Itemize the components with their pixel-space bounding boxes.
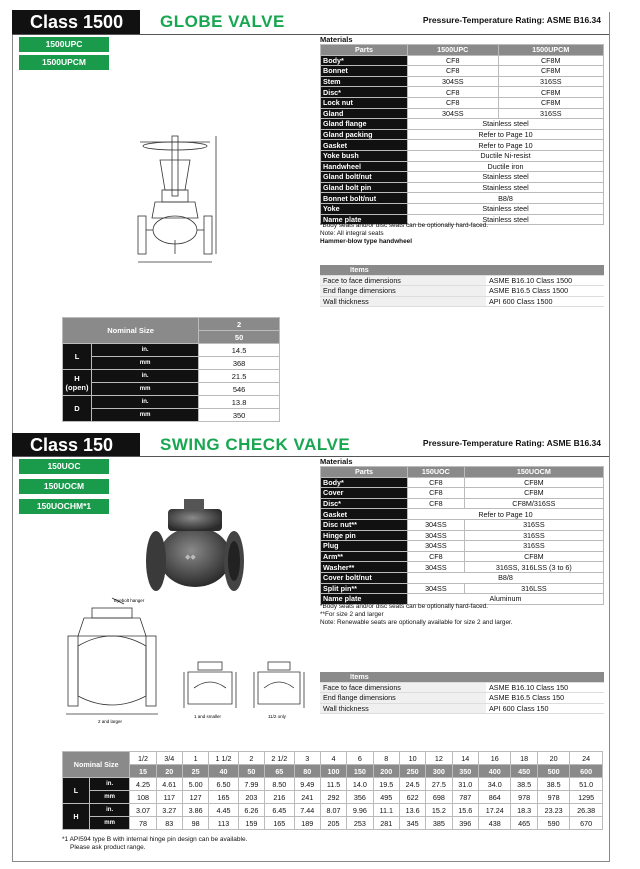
dim-value: 8.50 xyxy=(265,778,294,791)
material-value: CF8 xyxy=(408,551,465,562)
item-key: End flange dimensions xyxy=(320,286,486,297)
material-row xyxy=(321,193,604,204)
part-name: Body* xyxy=(321,477,408,488)
dim-value: 1295 xyxy=(570,791,603,804)
size-in: 20 xyxy=(537,752,570,765)
materials-body xyxy=(321,55,604,225)
dim-key: L xyxy=(63,344,92,370)
material-row xyxy=(321,477,604,488)
footnote-line: Please ask product range. xyxy=(70,844,146,851)
material-value: CF8M xyxy=(498,66,604,77)
material-row xyxy=(321,140,604,151)
size-in: 1 1/2 xyxy=(209,752,238,765)
material-row xyxy=(321,519,604,530)
model-badge: 1500UPCM xyxy=(18,54,110,71)
material-value: CF8M xyxy=(464,477,603,488)
material-row xyxy=(321,76,604,87)
dim-value: 6.45 xyxy=(265,804,294,817)
dim-value: 7.99 xyxy=(238,778,264,791)
dim-value: 98 xyxy=(182,817,208,830)
size-in: 6 xyxy=(347,752,373,765)
size-in: 2 xyxy=(199,318,280,331)
part-name: Gland packing xyxy=(321,129,408,140)
divider xyxy=(12,456,609,457)
material-row xyxy=(321,562,604,573)
material-value: Ductile iron xyxy=(408,161,604,172)
size-in: 3 xyxy=(294,752,320,765)
material-value: Refer to Page 10 xyxy=(408,509,604,520)
material-value: CF8 xyxy=(408,55,499,66)
dim-value: 465 xyxy=(511,817,537,830)
unit: mm xyxy=(92,357,199,370)
model-badge: 150UOC xyxy=(18,458,110,475)
notes xyxy=(320,603,513,627)
part-name: Gland xyxy=(321,108,408,119)
section2-header xyxy=(12,433,609,457)
size-in: 1/2 xyxy=(130,752,156,765)
material-value: 304SS xyxy=(408,519,465,530)
unit: in. xyxy=(92,344,199,357)
size-in: 24 xyxy=(570,752,603,765)
material-value: CF8M xyxy=(498,97,604,108)
dim-value: 165 xyxy=(209,791,238,804)
dim-value: 253 xyxy=(347,817,373,830)
dim-value: 4.45 xyxy=(209,804,238,817)
drawing-label: Eyebolt hanger xyxy=(114,598,145,603)
dimensions-body xyxy=(63,752,603,830)
material-row xyxy=(321,108,604,119)
materials-body xyxy=(321,477,604,604)
note: Note: All integral seats xyxy=(320,230,384,237)
material-row xyxy=(321,551,604,562)
material-value: Stainless steel xyxy=(408,172,604,183)
part-name: Body* xyxy=(321,55,408,66)
rating-text: Pressure-Temperature Rating: ASME B16.34 xyxy=(422,15,601,25)
dim-value: 438 xyxy=(478,817,511,830)
dim-value: 205 xyxy=(320,817,346,830)
part-name: Cover bolt/nut xyxy=(321,572,408,583)
part-name: Split pin** xyxy=(321,583,408,594)
dim-value: 203 xyxy=(238,791,264,804)
dim-value: 51.0 xyxy=(570,778,603,791)
materials-label: Materials xyxy=(320,35,353,44)
unit: in. xyxy=(90,778,130,791)
swing-check-drawing-1-5 xyxy=(252,658,307,720)
dim-value: 3.86 xyxy=(182,804,208,817)
size-in: 16 xyxy=(478,752,511,765)
size-in: 10 xyxy=(399,752,425,765)
drawing-label: 11/2 only xyxy=(268,714,286,719)
material-value: 316SS xyxy=(464,541,603,552)
material-value: CF8M/316SS xyxy=(464,498,603,509)
dim-value: 8.07 xyxy=(320,804,346,817)
size-mm: 80 xyxy=(294,765,320,778)
material-row xyxy=(321,66,604,77)
item-value: API 600 Class 1500 xyxy=(486,296,604,307)
nominal-size-label: Nominal Size xyxy=(63,752,130,778)
dim-value: 11.1 xyxy=(373,804,399,817)
unit: mm xyxy=(90,817,130,830)
part-name: Gland bolt/nut xyxy=(321,172,408,183)
dim-value: 21.5 xyxy=(199,370,280,383)
dim-value: 38.5 xyxy=(537,778,570,791)
part-name: Disc* xyxy=(321,87,408,98)
material-value: 316SS, 316LSS (3 to 6) xyxy=(464,562,603,573)
part-name: Disc* xyxy=(321,498,408,509)
size-in: 12 xyxy=(426,752,452,765)
size-mm: 25 xyxy=(182,765,208,778)
size-mm: 600 xyxy=(570,765,603,778)
size-in: 18 xyxy=(511,752,537,765)
dim-value: 27.5 xyxy=(426,778,452,791)
globe-valve-drawing xyxy=(130,130,225,270)
unit: mm xyxy=(92,383,199,396)
materials-header xyxy=(321,467,604,478)
divider xyxy=(12,34,609,35)
dim-key: L xyxy=(63,778,90,804)
item-key: End flange dimensions xyxy=(320,693,486,704)
item-value: ASME B16.5 Class 1500 xyxy=(486,286,604,297)
dim-value: 108 xyxy=(130,791,156,804)
unit: mm xyxy=(90,791,130,804)
item-value: ASME B16.10 Class 1500 xyxy=(486,275,604,286)
size-mm: 250 xyxy=(399,765,425,778)
part-name: Arm** xyxy=(321,551,408,562)
part-name: Hinge pin xyxy=(321,530,408,541)
unit: in. xyxy=(92,396,199,409)
dim-value: 26.38 xyxy=(570,804,603,817)
item-value: API 600 Class 150 xyxy=(486,703,604,714)
dim-value: 34.0 xyxy=(478,778,511,791)
dim-value: 3.27 xyxy=(156,804,182,817)
material-value: Aluminum xyxy=(408,594,604,605)
dim-value: 13.8 xyxy=(199,396,280,409)
material-value: CF8M xyxy=(464,551,603,562)
size-in: 2 1/2 xyxy=(265,752,294,765)
item-value: ASME B16.5 Class 150 xyxy=(486,693,604,704)
dim-value: 356 xyxy=(347,791,373,804)
dim-value: 83 xyxy=(156,817,182,830)
size-mm: 300 xyxy=(426,765,452,778)
item-key: Wall thickness xyxy=(320,296,486,307)
dim-value: 4.61 xyxy=(156,778,182,791)
header-cell: Parts xyxy=(321,467,408,478)
material-value: Ductile Ni-resist xyxy=(408,150,604,161)
material-row xyxy=(321,530,604,541)
material-value: CF8M xyxy=(464,488,603,499)
nominal-size-label: Nominal Size xyxy=(63,318,199,344)
material-value: Refer to Page 10 xyxy=(408,129,604,140)
item-key: Wall thickness xyxy=(320,703,486,714)
header-cell: Parts xyxy=(321,45,408,56)
part-name: Yoke bush xyxy=(321,150,408,161)
dim-value: 165 xyxy=(265,817,294,830)
part-name: Plug xyxy=(321,541,408,552)
dim-value: 11.5 xyxy=(320,778,346,791)
part-name: Disc nut** xyxy=(321,519,408,530)
dim-value: 189 xyxy=(294,817,320,830)
dim-value: 241 xyxy=(294,791,320,804)
notes xyxy=(320,222,488,246)
part-name: Stem xyxy=(321,76,408,87)
size-mm: 200 xyxy=(373,765,399,778)
header-cell: 1500UPC xyxy=(408,45,499,56)
header-cell: 150UOC xyxy=(408,467,465,478)
materials-table xyxy=(320,466,604,605)
unit: in. xyxy=(90,804,130,817)
size-mm: 15 xyxy=(130,765,156,778)
dim-value: 787 xyxy=(452,791,478,804)
class-label: Class 1500 xyxy=(12,10,140,34)
dim-value: 385 xyxy=(426,817,452,830)
part-name: Bonnet xyxy=(321,66,408,77)
drawing-label: 1 and smaller xyxy=(194,714,222,719)
dim-key: H (open) xyxy=(63,370,92,396)
svg-text:◆◆: ◆◆ xyxy=(185,554,196,561)
dimensions-table-150 xyxy=(62,751,603,830)
size-in: 4 xyxy=(320,752,346,765)
size-mm: 500 xyxy=(537,765,570,778)
material-value: 316LSS xyxy=(464,583,603,594)
part-name: Gland bolt pin xyxy=(321,182,408,193)
items-header: Items xyxy=(320,265,604,275)
material-value: Stainless steel xyxy=(408,182,604,193)
part-name: Lock nut xyxy=(321,97,408,108)
drawing-label: 2 and larger xyxy=(98,719,123,724)
material-value: Stainless steel xyxy=(408,119,604,130)
material-row xyxy=(321,509,604,520)
materials-table xyxy=(320,44,604,225)
header-cell: 1500UPCM xyxy=(498,45,604,56)
dim-value: 590 xyxy=(537,817,570,830)
material-row xyxy=(321,203,604,214)
material-row xyxy=(321,55,604,66)
material-value: CF8 xyxy=(408,87,499,98)
part-name: Bonnet bolt/nut xyxy=(321,193,408,204)
size-in: 8 xyxy=(373,752,399,765)
material-value: CF8 xyxy=(408,488,465,499)
material-row xyxy=(321,572,604,583)
material-value: 316SS xyxy=(464,519,603,530)
dim-value: 292 xyxy=(320,791,346,804)
footnote-line: *1 API594 type B with internal hinge pin design can be available. xyxy=(62,836,248,843)
note: *Body seats and/or disc seats can be optionally hard-faced. xyxy=(320,603,489,610)
material-value: CF8 xyxy=(408,498,465,509)
size-mm: 65 xyxy=(265,765,294,778)
dim-value: 159 xyxy=(238,817,264,830)
material-row xyxy=(321,182,604,193)
dim-value: 14.5 xyxy=(199,344,280,357)
dim-value: 15.2 xyxy=(426,804,452,817)
material-value: Stainless steel xyxy=(408,214,604,225)
note: **For size 2 and larger xyxy=(320,611,384,618)
dim-value: 5.00 xyxy=(182,778,208,791)
material-row xyxy=(321,161,604,172)
part-name: Yoke xyxy=(321,203,408,214)
material-value: 304SS xyxy=(408,541,465,552)
material-value: Refer to Page 10 xyxy=(408,140,604,151)
material-value: 304SS xyxy=(408,583,465,594)
dim-value: 9.96 xyxy=(347,804,373,817)
items-header: Items xyxy=(320,672,604,682)
unit: in. xyxy=(92,370,199,383)
materials-label: Materials xyxy=(320,457,353,466)
material-row xyxy=(321,541,604,552)
material-row xyxy=(321,583,604,594)
item-value: ASME B16.10 Class 150 xyxy=(486,682,604,693)
dim-value: 19.5 xyxy=(373,778,399,791)
dim-value: 14.0 xyxy=(347,778,373,791)
material-row xyxy=(321,172,604,183)
part-name: Name plate xyxy=(321,214,408,225)
item-key: Face to face dimensions xyxy=(320,275,486,286)
class-label: Class 150 xyxy=(12,433,140,457)
dim-value: 15.6 xyxy=(452,804,478,817)
dim-value: 23.23 xyxy=(537,804,570,817)
rating-text: Pressure-Temperature Rating: ASME B16.34 xyxy=(422,438,601,448)
material-value: CF8M xyxy=(498,87,604,98)
material-value: 316SS xyxy=(498,108,604,119)
valve-title: SWING CHECK VALVE xyxy=(160,435,351,454)
dim-value: 18.3 xyxy=(511,804,537,817)
dim-value: 622 xyxy=(399,791,425,804)
material-value: 316SS xyxy=(498,76,604,87)
items-table xyxy=(320,672,604,714)
size-in: 14 xyxy=(452,752,478,765)
dim-value: 216 xyxy=(265,791,294,804)
dim-value: 13.6 xyxy=(399,804,425,817)
dim-value: 978 xyxy=(537,791,570,804)
header-cell: 150UOCM xyxy=(464,467,603,478)
dim-value: 281 xyxy=(373,817,399,830)
material-value: Stainless steel xyxy=(408,203,604,214)
size-mm: 400 xyxy=(478,765,511,778)
part-name: Name plate xyxy=(321,594,408,605)
size-mm: 50 xyxy=(199,331,280,344)
part-name: Washer** xyxy=(321,562,408,573)
note: Note: Renewable seats are optionally available for size 2 and larger. xyxy=(320,619,513,626)
size-in: 2 xyxy=(238,752,264,765)
items-table xyxy=(320,265,604,307)
model-badge: 150UOCHM*1 xyxy=(18,498,110,515)
dim-value: 495 xyxy=(373,791,399,804)
dim-value: 117 xyxy=(156,791,182,804)
size-in: 1 xyxy=(182,752,208,765)
dim-value: 546 xyxy=(199,383,280,396)
dim-value: 7.44 xyxy=(294,804,320,817)
dim-key: D xyxy=(63,396,92,422)
material-value: 304SS xyxy=(408,530,465,541)
swing-check-drawing-large xyxy=(62,596,162,726)
model-badge: 150UOCM xyxy=(18,478,110,495)
material-row xyxy=(321,498,604,509)
material-value: CF8 xyxy=(408,66,499,77)
material-row xyxy=(321,129,604,140)
size-mm: 40 xyxy=(209,765,238,778)
swing-check-valve-photo xyxy=(140,495,250,600)
material-row xyxy=(321,488,604,499)
dim-value: 396 xyxy=(452,817,478,830)
section1-header xyxy=(12,10,609,34)
note: *Body seats and/or disc seats can be optionally hard-faced. xyxy=(320,222,489,229)
material-row xyxy=(321,150,604,161)
dim-value: 78 xyxy=(130,817,156,830)
dim-value: 350 xyxy=(199,409,280,422)
part-name: Gland flange xyxy=(321,119,408,130)
unit: mm xyxy=(92,409,199,422)
dim-value: 864 xyxy=(478,791,511,804)
size-mm: 20 xyxy=(156,765,182,778)
dim-value: 978 xyxy=(511,791,537,804)
material-value: CF8 xyxy=(408,97,499,108)
dim-value: 113 xyxy=(209,817,238,830)
size-mm: 150 xyxy=(347,765,373,778)
part-name: Cover xyxy=(321,488,408,499)
dim-value: 345 xyxy=(399,817,425,830)
dim-value: 17.24 xyxy=(478,804,511,817)
footnote xyxy=(62,836,247,852)
material-row xyxy=(321,119,604,130)
model-badge: 1500UPC xyxy=(18,36,110,53)
material-value: 316SS xyxy=(464,530,603,541)
note: Hammer-blow type handwheel xyxy=(320,238,412,245)
materials-header xyxy=(321,45,604,56)
dimensions-table xyxy=(62,317,280,422)
valve-title: GLOBE VALVE xyxy=(160,12,285,31)
size-mm: 450 xyxy=(511,765,537,778)
material-value: 304SS xyxy=(408,76,499,87)
material-value: CF8M xyxy=(498,55,604,66)
dim-value: 9.49 xyxy=(294,778,320,791)
dim-value: 6.26 xyxy=(238,804,264,817)
material-value: CF8 xyxy=(408,477,465,488)
material-row xyxy=(321,97,604,108)
material-value: B8/8 xyxy=(408,193,604,204)
dim-key: H xyxy=(63,804,90,830)
dim-value: 368 xyxy=(199,357,280,370)
dim-value: 38.5 xyxy=(511,778,537,791)
material-value: 304SS xyxy=(408,108,499,119)
material-row xyxy=(321,87,604,98)
size-mm: 100 xyxy=(320,765,346,778)
material-value: 304SS xyxy=(408,562,465,573)
dim-value: 31.0 xyxy=(452,778,478,791)
material-value: B8/8 xyxy=(408,572,604,583)
size-mm: 350 xyxy=(452,765,478,778)
size-in: 3/4 xyxy=(156,752,182,765)
dim-value: 698 xyxy=(426,791,452,804)
dim-value: 4.25 xyxy=(130,778,156,791)
dim-value: 24.5 xyxy=(399,778,425,791)
item-key: Face to face dimensions xyxy=(320,682,486,693)
dim-value: 3.07 xyxy=(130,804,156,817)
dim-value: 670 xyxy=(570,817,603,830)
part-name: Handwheel xyxy=(321,161,408,172)
swing-check-drawing-small xyxy=(180,658,240,720)
part-name: Gasket xyxy=(321,140,408,151)
dim-value: 127 xyxy=(182,791,208,804)
size-mm: 50 xyxy=(238,765,264,778)
dim-value: 6.50 xyxy=(209,778,238,791)
part-name: Gasket xyxy=(321,509,408,520)
